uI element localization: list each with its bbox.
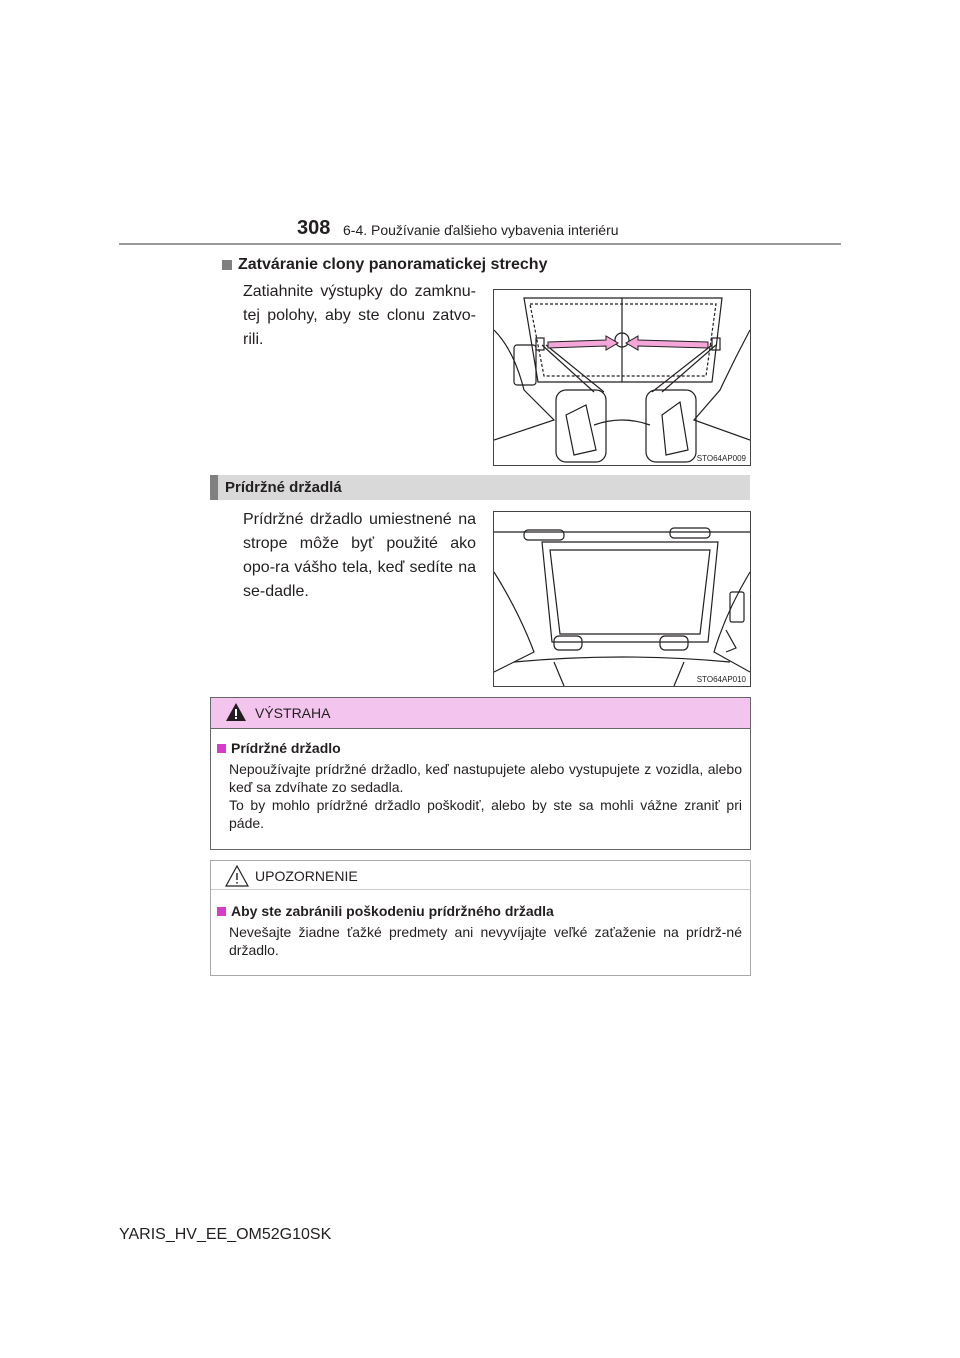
notice-item-title-text: Aby ste zabránili poškodeniu prídržného držadla [231,903,554,919]
warning-line-2: To by mohlo prídržné držadlo poškodiť, alebo by ste sa mohli vážne zraniť pri páde. [229,797,742,831]
warning-label: VÝSTRAHA [255,705,331,721]
warning-line-1: Nepoužívajte prídržné držadlo, keď nastupujete alebo vystupujete z vozidla, alebo keď sa zdvíhate zo sedadla. [229,761,742,795]
warning-header [211,698,750,729]
header-divider [119,243,841,245]
magenta-square-icon [217,907,226,916]
warning-item-title-text: Prídržné držadlo [231,740,341,756]
section-band [210,475,750,500]
assist-grip-illustration [493,511,751,687]
pull-arrows [548,336,708,350]
section-heading-text: Zatváranie clony panoramatickej strechy [238,256,548,273]
warning-item-title [217,740,341,756]
document-code: YARIS_HV_EE_OM52G10SK [119,1226,332,1243]
magenta-square-icon [217,744,226,753]
warning-box [210,697,751,850]
sunshade-illustration [493,289,751,466]
notice-box [210,860,751,976]
page-number: 308 [297,217,331,239]
notice-text: Nevešajte žiadne ťažké predmety ani nevyvíjajte veľké zaťaženie na prídrž-né držadlo. [229,924,742,958]
assist-grip-drawing [494,512,750,686]
section-heading-sunshade [222,256,547,274]
sunshade-drawing [494,290,750,465]
assist-grip-description: Prídržné držadlo umiestnené na strope môže byť použité ako opo-ra vášho tela, keď sedíte na se-dadle. [243,511,476,600]
notice-item-title [217,903,554,919]
sunshade-instruction: Zatiahnite výstupky do zamknu-tej polohy, aby ste clonu zatvo-rili. [243,283,476,348]
figure-code: STO64AP009 [696,454,746,463]
chapter-title: 6-4. Používanie ďalšieho vybavenia interiéru [343,222,619,238]
square-bullet-icon [222,260,232,270]
notice-header [211,861,750,890]
figure-code: STO64AP010 [696,675,746,684]
section-band-title: Prídržné držadlá [225,479,342,496]
section-band-marker [210,475,218,500]
caution-triangle-icon [225,865,249,887]
warning-triangle-icon [225,702,247,722]
notice-label: UPOZORNENIE [255,868,358,884]
